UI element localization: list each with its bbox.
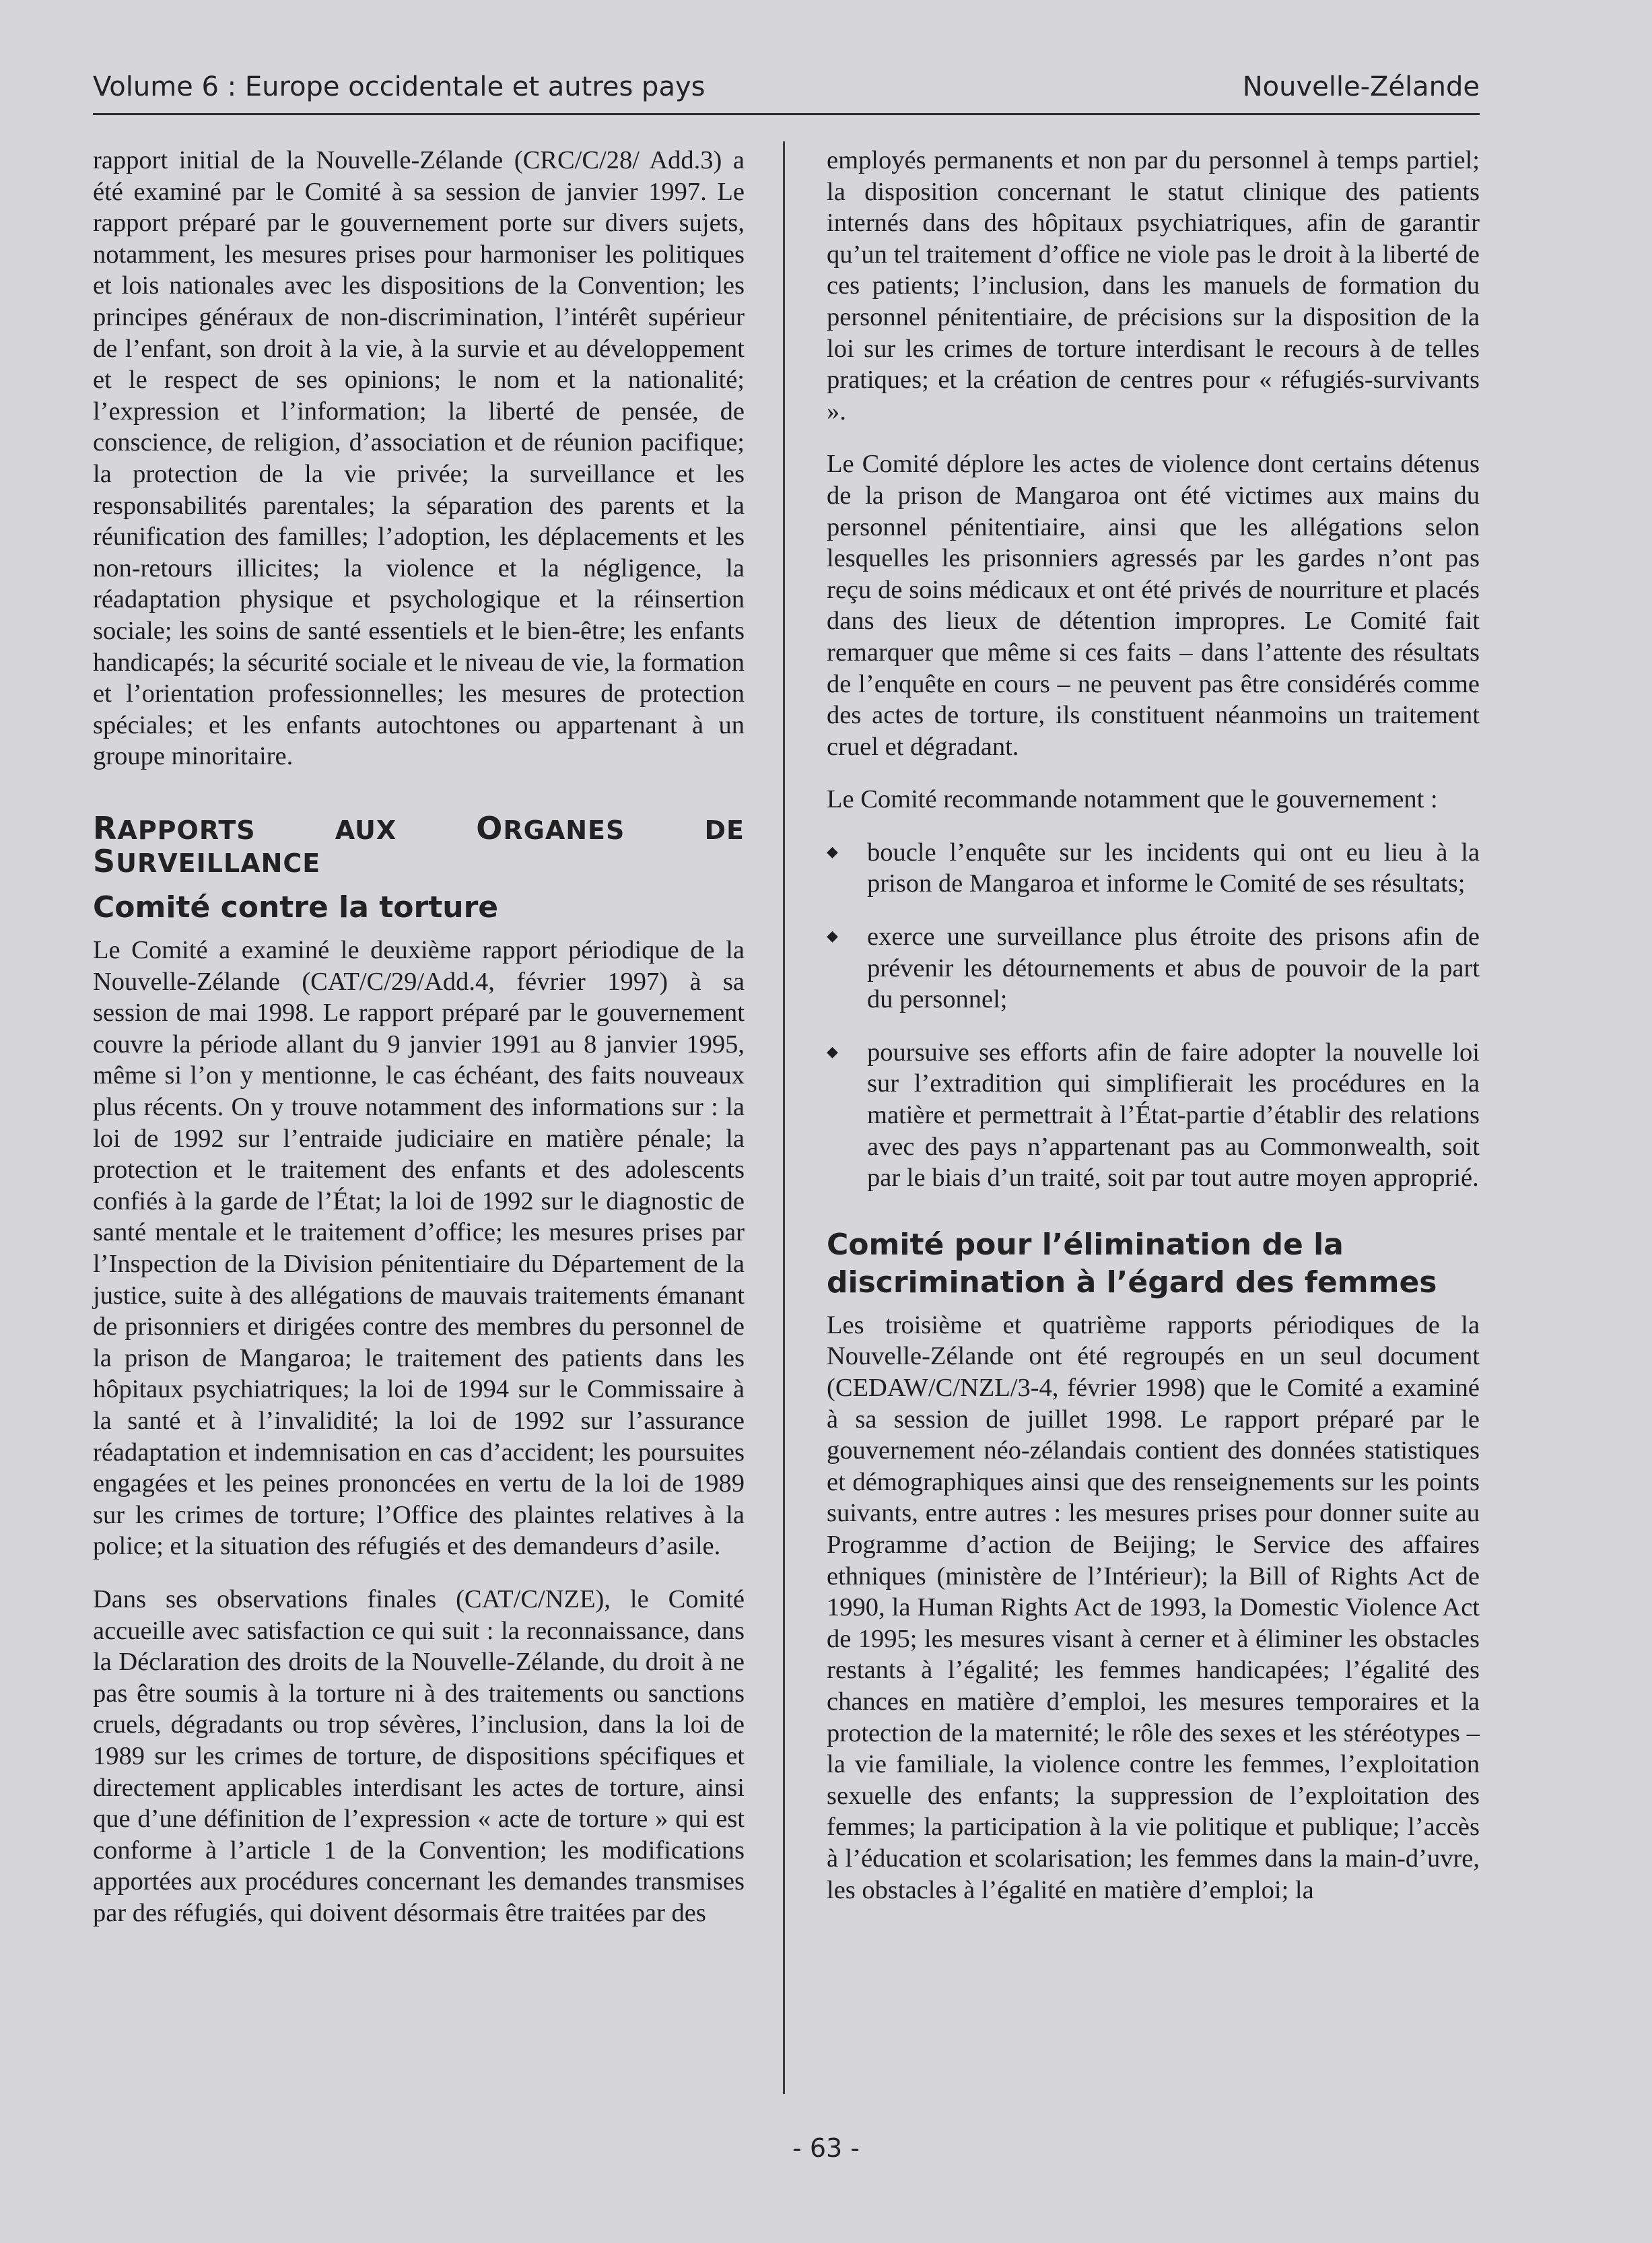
- running-header: [93, 66, 1480, 115]
- recommendation-list: [827, 837, 1480, 1194]
- cat-paragraph-2: Dans ses observations finales (CAT/C/NZE), le Comité accueille avec satisfaction ce qui suit : la reconnaissance, dans la Déclaration des droits de la Nouvelle-Zélande, du droit à ne pas être soumis à la torture ni à des traitements ou sanctions cruels, dégradants ou trop sévères, l’inclusion, dans la loi de 1989 sur les crimes de torture, de dispositions spécifiques et directement applicables interdisant les actes de torture, ainsi que d’une définition de l’expression « acte de torture » qui est conforme à l’article 1 de la Convention; les modifications apportées aux procédures concernant les demandes transmises par des réfugiés, qui doivent désormais être traitées par des: [93, 1584, 745, 1927]
- intro-paragraph: rapport initial de la Nouvelle-Zélande (CRC/C/28/ Add.3) a été examiné par le Comité à sa session de janvier 1997. Le rapport préparé par le gouvernement porte sur divers sujets, notamment, les mesures prises pour harmoniser les politiques et lois nationales avec les dispositions de la Convention; les principes généraux de non-discrimination, l’intérêt supérieur de l’enfant, son droit à la vie, à la survie et au développement et le respect de ses opinions; le nom et la nationalité; l’expression et l’information; la liberté de pensée, de conscience, de religion, d’association et de réunion pacifique; la protection de la vie privée; la surveillance et les responsabilités parentales; la séparation des parents et la réunification des familles; l’adoption, les déplacements et les non-retours illicites; la violence et la négligence, la réadaptation physique et psychologique et la réinsertion sociale; les soins de santé essentiels et le bien-être; les enfants handicapés; la sécurité sociale et le niveau de vie, la formation et l’orientation professionnelles; les mesures de protection spéciales; et les enfants autochtones ou appartenant à un groupe minoritaire.: [93, 146, 745, 771]
- diamond-bullet-icon: ◆: [827, 1043, 838, 1061]
- deplore-paragraph: Le Comité déplore les actes de violence dont certains détenus de la prison de Mangaroa ont été victimes aux mains du personnel pénitentiaire, ainsi que les allégations selon lesquelles les prisonniers agressés par les gardes n’ont pas reçu de soins médicaux et ont été privés de nourriture et placés dans des lieux de détention impropres. Le Comité fait remarquer que même si ces faits – dans l’attente des résultats de l’enquête en cours – ne peuvent pas être considérés comme des actes de torture, ils constituent néanmoins un traitement cruel et dégradant.: [827, 450, 1480, 761]
- continuation-paragraph: employés permanents et non par du personnel à temps partiel; la disposition concernant le statut clinique des patients internés dans des hôpitaux psychiatriques, afin de garantir qu’un tel traitement d’office ne viole pas le droit à la liberté de ces patients; l’inclusion, dans les manuels de formation du personnel pénitentiaire, de précisions sur la disposition de la loi sur les crimes de torture interdisant le recours à de telles pratiques; et la création de centres pour « réfugiés-survivants ».: [827, 146, 1480, 426]
- header-volume-title: Volume 6 : Europe occidentale et autres pays: [93, 71, 705, 102]
- diamond-bullet-icon: ◆: [827, 928, 838, 945]
- page-number: - 63 -: [792, 2133, 860, 2163]
- cedaw-heading: Comité pour l’élimination de la discrimination à l’égard des femmes: [827, 1227, 1437, 1300]
- column-divider: [783, 141, 785, 2094]
- recommend-paragraph: Le Comité recommande notamment que le gouvernement :: [827, 785, 1438, 814]
- section-heading: RAPPORTS AUX ORGANES DE SURVEILLANCE: [93, 809, 745, 880]
- cedaw-paragraph: Les troisième et quatrième rapports périodiques de la Nouvelle-Zélande ont été regroupés en un seul document (CEDAW/C/NZL/3-4, février 1998) que le Comité a examiné à sa session de juillet 1998. Le rapport préparé par le gouvernement néo-zélandais contient des données statistiques et démographiques ainsi que des renseignements sur les points suivants, entre autres : les mesures prises pour donner suite au Programme d’action de Beijing; le Service des affaires ethniques (ministère de l’Intérieur); la Bill of Rights Act de 1990, la Human Rights Act de 1993, la Domestic Violence Act de 1995; les mesures visant à cerner et à éliminer les obstacles restants à l’égalité; les femmes handicapées; l’égalité des chances en matière d’emploi, les mesures temporaires et la protection de la maternité; le rôle des sexes et les stéréotypes – la vie familiale, la violence contre les femmes, l’exploitation sexuelle des enfants; la suppression de l’exploitation des femmes; la participation à la vie politique et publique; l’accès à l’éducation et scolarisation; les femmes dans la main-d’uvre, les obstacles à l’égalité en matière d’emploi; la: [827, 1310, 1480, 1904]
- list-item: ◆ boucle l’enquête sur les incidents qui ont eu lieu à la prison de Mangaroa et informe le Comité de ses résultats;: [827, 838, 1480, 898]
- left-column: [93, 145, 745, 1950]
- list-item: ◆ poursuive ses efforts afin de faire adopter la nouvelle loi sur l’extradition qui simplifierait les procédures en la matière et permettrait à l’État-partie d’établir des relations avec des pays n’appartenant pas au Commonwealth, soit par le biais d’un traité, soit par tout autre moyen approprié.: [827, 1038, 1480, 1193]
- list-item: ◆ exerce une surveillance plus étroite des prisons afin de prévenir les détournements et abus de pouvoir de la part du personnel;: [827, 923, 1480, 1014]
- header-country: Nouvelle-Zélande: [1242, 71, 1480, 102]
- right-column: [827, 145, 1480, 1927]
- cat-heading: Comité contre la torture: [93, 890, 499, 925]
- cat-paragraph-1: Le Comité a examiné le deuxième rapport périodique de la Nouvelle-Zélande (CAT/C/29/Add.4, février 1997) à sa session de mai 1998. Le rapport préparé par le gouvernement couvre la période allant du 9 janvier 1991 au 8 janvier 1995, même si l’on y mentionne, le cas échéant, des faits nouveaux plus récents. On y trouve notamment des informations sur : la loi de 1992 sur l’entraide judiciaire en matière pénale; la protection et le traitement des enfants et des adolescents confiés à la garde de l’État; la loi de 1992 sur le diagnostic de santé mentale et le traitement d’office; les mesures prises par l’Inspection de la Division pénitentiaire du Département de la justice, suite à des allégations de mauvais traitements émanant de prisonniers et dirigées contre des membres du personnel de la prison de Mangaroa; le traitement des patients dans les hôpitaux psychiatriques; la loi de 1994 sur le Commissaire à la santé et à l’invalidité; la loi de 1992 sur l’assurance réadaptation et indemnisation en cas d’accident; les poursuites engagées et les peines prononcées en vertu de la loi de 1989 sur les crimes de torture; l’Office des plaintes relatives à la police; et la situation des réfugiés et des demandeurs d’asile.: [93, 936, 745, 1561]
- diamond-bullet-icon: ◆: [827, 843, 838, 861]
